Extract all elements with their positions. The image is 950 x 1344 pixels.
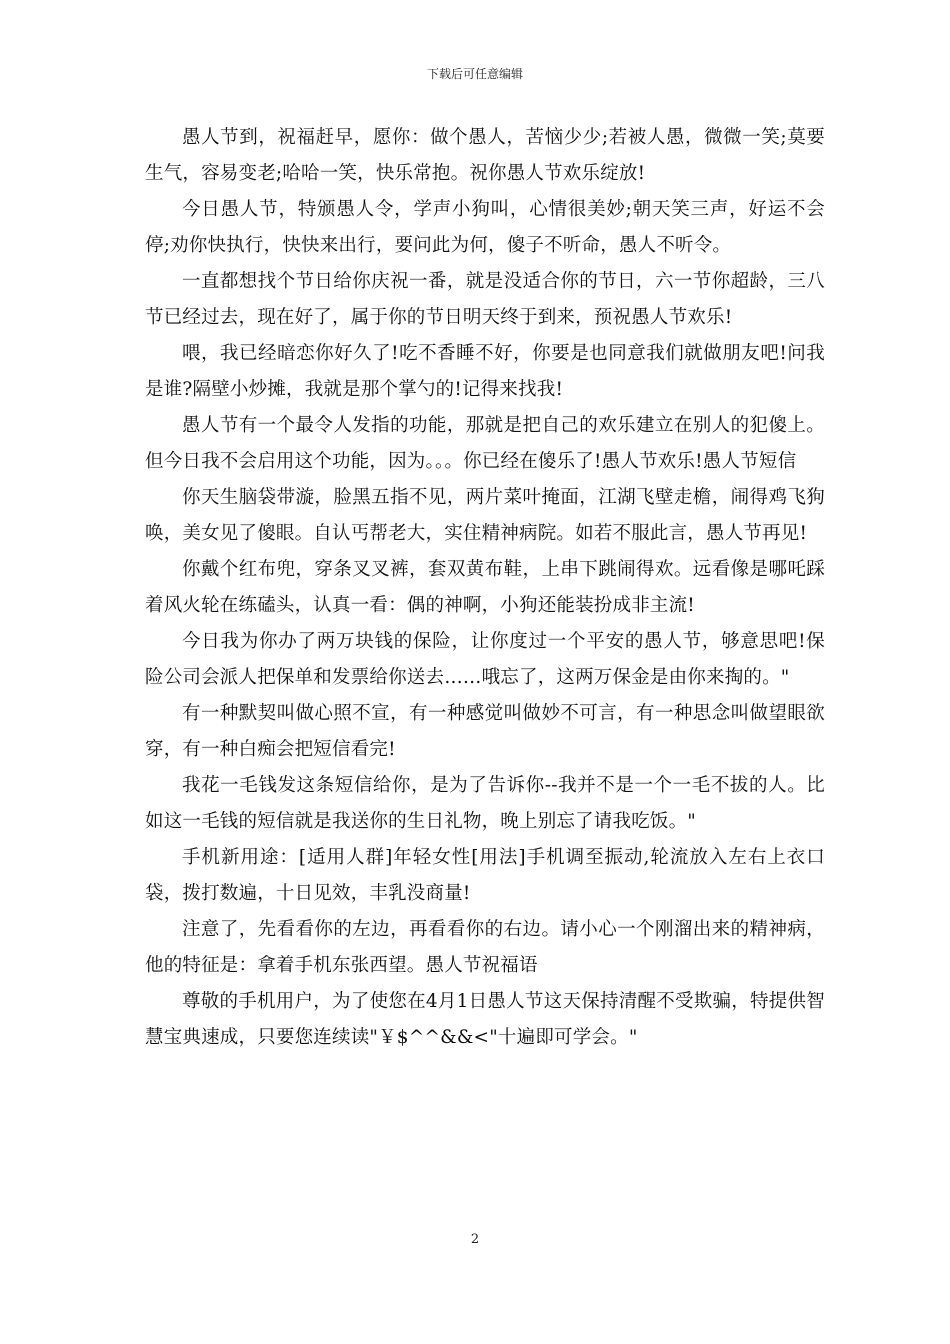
paragraph: 手机新用途：[适用人群]年轻女性[用法]手机调至振动,轮流放入左右上衣口袋，拨打数遍，十日见效，丰乳没商量!	[145, 847, 825, 904]
page-header: 下载后可任意编辑	[426, 67, 523, 81]
paragraph: 我花一毛钱发这条短信给你，是为了告诉你--我并不是一个一毛不拔的人。比如这一毛钱的短信就是我送你的生日礼物，晚上别忘了请我吃饭。"	[145, 775, 825, 832]
paragraph: 尊敬的手机用户，为了使您在4月1日愚人节这天保持清醒不受欺骗，特提供智慧宝典速成，只要您连续读"￥$^^&&<"十遍即可学会。"	[145, 991, 825, 1048]
document-body	[145, 120, 825, 1056]
paragraph: 你天生脑袋带漩，脸黑五指不见，两片菜叶掩面，江湖飞壁走檐，闹得鸡飞狗唤，美女见了傻眼。自认丐帮老大，实住精神病院。如若不服此言，愚人节再见!	[145, 487, 825, 544]
paragraph: 今日我为你办了两万块钱的保险，让你度过一个平安的愚人节，够意思吧!保险公司会派人把保单和发票给你送去……哦忘了，这两万保金是由你来掏的。"	[145, 631, 825, 688]
paragraph: 今日愚人节，特颁愚人令，学声小狗叫，心情很美妙;朝天笑三声，好运不会停;劝你快执行，快快来出行，要问此为何，傻子不听命，愚人不听令。	[145, 199, 825, 256]
paragraph: 愚人节有一个最令人发指的功能，那就是把自己的欢乐建立在别人的犯傻上。但今日我不会启用这个功能，因为。。。你已经在傻乐了!愚人节欢乐!愚人节短信	[145, 415, 825, 472]
paragraph: 注意了，先看看你的左边，再看看你的右边。请小心一个刚溜出来的精神病，他的特征是：拿着手机东张西望。愚人节祝福语	[145, 919, 825, 976]
paragraph: 喂，我已经暗恋你好久了!吃不香睡不好，你要是也同意我们就做朋友吧!问我是谁?隔壁小炒摊，我就是那个掌勺的!记得来找我!	[145, 343, 825, 400]
paragraph: 有一种默契叫做心照不宣，有一种感觉叫做妙不可言，有一种思念叫做望眼欲穿，有一种白痴会把短信看完!	[145, 703, 825, 760]
paragraph: 一直都想找个节日给你庆祝一番，就是没适合你的节日，六一节你超龄，三八节已经过去，现在好了，属于你的节日明天终于到来，预祝愚人节欢乐!	[145, 271, 825, 328]
paragraph: 你戴个红布兜，穿条叉叉裤，套双黄布鞋，上串下跳闹得欢。远看像是哪吒踩着风火轮在练磕头，认真一看：偶的神啊，小狗还能装扮成非主流!	[145, 559, 825, 616]
paragraph: 愚人节到，祝福赶早，愿你：做个愚人，苦恼少少;若被人愚，微微一笑;莫要生气，容易变老;哈哈一笑，快乐常抱。祝你愚人节欢乐绽放!	[145, 127, 825, 184]
page-number: 2	[470, 1232, 480, 1247]
